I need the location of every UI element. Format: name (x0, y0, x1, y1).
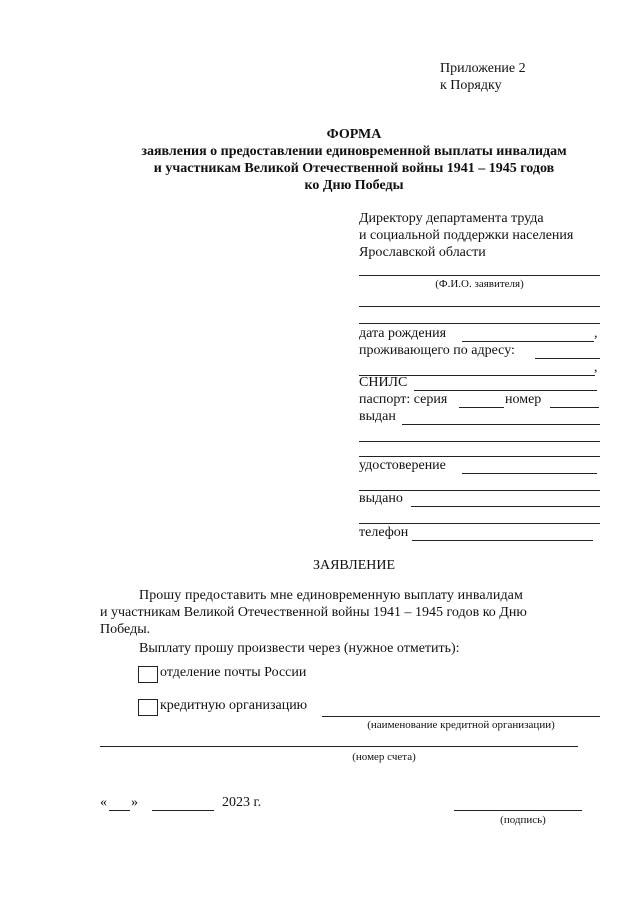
fio-line-2[interactable] (359, 306, 600, 307)
phone-label: телефон (359, 525, 409, 540)
statement-para1-line1: Прошу предоставить мне единовременную выплату инвалидам (139, 588, 523, 603)
fio-line-3[interactable] (359, 323, 600, 324)
address-comma: , (594, 360, 598, 375)
appendix-line2: к Порядку (440, 78, 502, 93)
certificate-line[interactable] (462, 473, 597, 474)
account-number-caption: (номер счета) (352, 751, 416, 763)
date-quote-close: » (131, 795, 138, 810)
issued-by-label: выдан (359, 409, 396, 424)
signature-caption: (подпись) (500, 814, 546, 826)
birth-date-comma: , (594, 326, 598, 341)
addressee-line2: и социальной поддержки населения (359, 228, 574, 243)
cert-issued-line[interactable] (411, 506, 600, 507)
issued-by-line[interactable] (402, 424, 600, 425)
addressee-line1: Директору департамента труда (359, 211, 544, 226)
cert-issued-label: выдано (359, 491, 403, 506)
fio-caption: (Ф.И.О. заявителя) (435, 278, 524, 290)
form-title-line1: заявления о предоставлении единовременной выплаты инвалидам (141, 144, 567, 159)
snils-line[interactable] (414, 390, 597, 391)
issued-by-line-3[interactable] (359, 456, 600, 457)
form-heading: ФОРМА (326, 127, 382, 142)
form-title-line2: и участникам Великой Отечественной войны 1941 – 1945 годов (153, 161, 555, 176)
passport-number-label: номер (505, 392, 542, 407)
date-day-line[interactable] (109, 810, 130, 811)
passport-series-line[interactable] (459, 407, 504, 408)
issued-by-line-2[interactable] (359, 441, 600, 442)
passport-series-label: паспорт: серия (359, 392, 448, 407)
certificate-label: удостоверение (359, 458, 446, 473)
appendix-line1: Приложение 2 (440, 61, 526, 76)
birth-date-line[interactable] (462, 341, 594, 342)
account-number-line[interactable] (100, 746, 578, 747)
option-credit-checkbox[interactable] (138, 699, 158, 716)
option-credit-label: кредитную организацию (160, 698, 308, 713)
cert-issued-line-2[interactable] (359, 523, 600, 524)
fio-line[interactable] (359, 275, 600, 276)
option-post-checkbox[interactable] (138, 666, 158, 683)
option-post-label: отделение почты России (160, 665, 307, 680)
statement-para2: Выплату прошу произвести через (нужное отметить): (139, 641, 460, 656)
phone-line[interactable] (412, 540, 593, 541)
date-year: 2023 г. (222, 795, 262, 810)
statement-para1-line3: Победы. (100, 622, 151, 637)
credit-org-caption: (наименование кредитной организации) (367, 719, 555, 731)
form-title-line3: ко Дню Победы (304, 178, 404, 193)
statement-para1-line2: и участникам Великой Отечественной войны 1941 – 1945 годов ко Дню (100, 605, 527, 620)
snils-label: СНИЛС (359, 375, 408, 390)
date-month-line[interactable] (152, 810, 214, 811)
passport-number-line[interactable] (550, 407, 599, 408)
addressee-line3: Ярославской области (359, 245, 486, 260)
address-line[interactable] (535, 358, 600, 359)
credit-org-line[interactable] (322, 716, 600, 717)
date-quote-open: « (100, 795, 107, 810)
signature-line[interactable] (454, 810, 582, 811)
statement-title: ЗАЯВЛЕНИЕ (312, 558, 396, 573)
birth-date-label: дата рождения (359, 326, 447, 341)
address-label: проживающего по адресу: (359, 343, 515, 358)
